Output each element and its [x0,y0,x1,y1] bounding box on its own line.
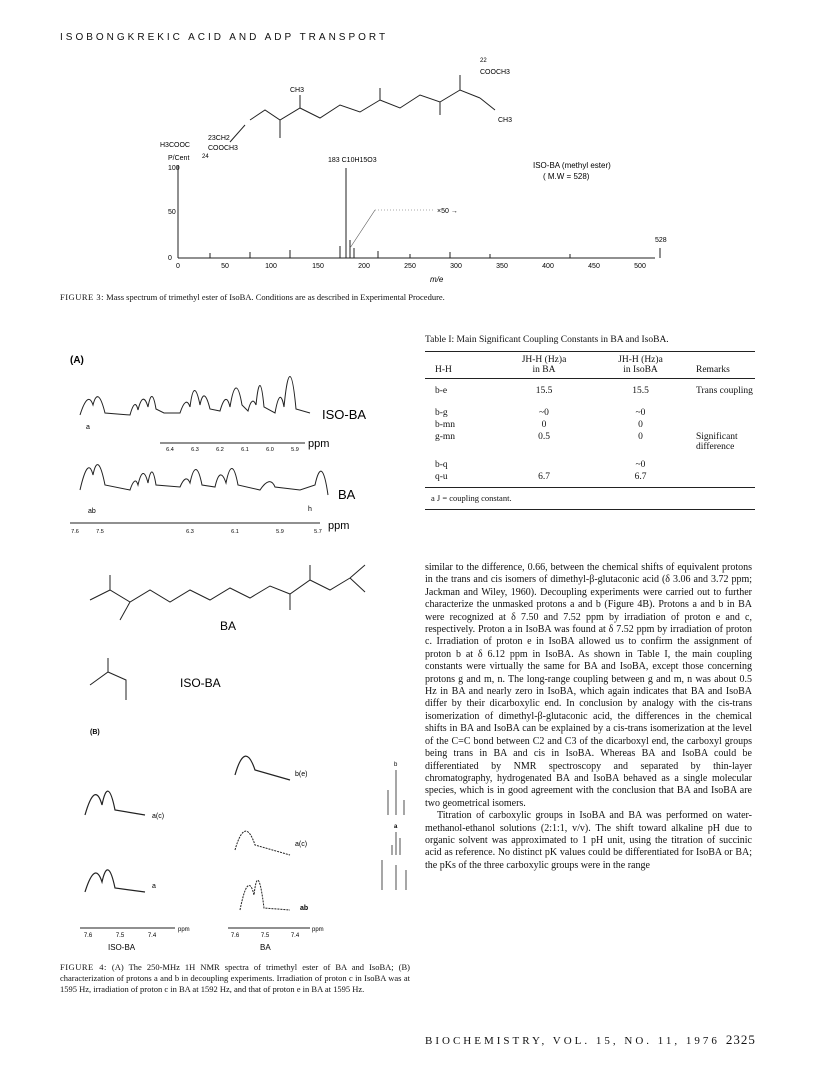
ba-normal-trace [240,880,290,910]
cell-hh: b-g [435,408,448,418]
compound-label: ISO-BA (methyl ester) [533,161,611,170]
structure-label: COOCH3 [208,145,238,152]
x-tick: 350 [496,263,508,270]
decoupling-label: ab [300,905,309,912]
table-row [425,385,755,397]
cell-hh: b-e [435,386,448,396]
ba-structure-name: BA [220,619,237,633]
y-tick-50: 50 [168,209,176,216]
table-row [425,419,755,431]
ppm-unit-top: ppm [308,438,330,450]
cell-hh: q-u [435,472,448,482]
structure-label: 22 [480,58,487,64]
b-axis-tick: 7.6 [83,933,93,939]
figure-4a-nmr-spectra [60,335,410,545]
x-tick: 100 [265,263,277,270]
cell-hh: g-mn [435,432,456,442]
figure-4-structures [60,550,410,720]
ba-decoupled-trace-be [235,756,290,780]
cell-iso: 0 [638,432,643,442]
isoba-normal-trace [85,870,145,892]
table-row [425,407,755,419]
b-axis-tick: 7.4 [290,933,300,939]
decoupling-label: a(c) [152,813,165,820]
axis-tick: 5.7 [314,529,322,535]
cell-remarks [690,407,755,419]
axis-tick: 6.1 [231,529,239,535]
molecular-weight-label: ( M.W = 528) [543,172,590,181]
magnification-label: ×50 → [437,208,458,215]
axis-tick: 6.2 [216,447,224,453]
cell-iso: 0 [638,420,643,430]
decoupling-label: b [394,762,398,768]
body-text [425,562,752,872]
x-tick: 150 [312,263,324,270]
caption-label: FIGURE 4: [60,962,107,972]
decoupling-label: b(e) [295,771,308,778]
caption-text: Mass spectrum of trimethyl ester of IsoBA. Conditions are as described in Experimental Procedure. [106,292,445,302]
header-remarks: Remarks [696,365,730,375]
figure-3-caption [60,292,760,303]
cell-iso: 6.7 [634,472,647,482]
structure-label: CH3 [498,117,513,124]
page-footer [425,1032,756,1048]
ba-trace-label: BA [338,487,356,502]
structure-label: 23CH2 [208,135,230,142]
b-axis-iso-name: ISO-BA [108,943,136,952]
cell-iso: 15.5 [632,386,649,396]
b-axis-tick: 7.6 [230,933,240,939]
base-peak-label: 183 C10H15O3 [328,157,377,164]
table-row [425,431,755,453]
table-row [425,459,755,471]
x-tick: 300 [450,263,462,270]
ba-structure-drawing [90,565,365,620]
cell-hh: b-q [435,460,448,470]
header-hh: H-H [435,365,452,375]
x-tick: 250 [404,263,416,270]
ppm-unit-b-ba: ppm [312,927,324,933]
stick-spectrum [382,770,406,890]
isoba-decoupled-trace-1 [85,791,145,815]
axis-tick: 5.9 [276,529,284,535]
structure-label: 24 [202,154,209,160]
cell-remarks: Trans coupling [696,386,753,396]
structure-label: CH3 [290,87,305,94]
figure-4b-decoupling [60,720,410,958]
x-tick: 50 [221,263,229,270]
b-axis-ba-name: BA [260,943,271,952]
cell-remarks [690,471,755,483]
structure-label: H3COOC [160,142,190,149]
table-title: Table I: Main Significant Coupling Constants in BA and IsoBA. [425,335,669,345]
b-axis-tick: 7.4 [147,933,157,939]
b-axis-tick: 7.5 [260,933,270,939]
cell-remarks [690,419,755,431]
running-head: ISOBONGKREKIC ACID AND ADP TRANSPORT [60,32,389,43]
header-ba [497,352,591,378]
x-tick: 450 [588,263,600,270]
axis-tick: 6.0 [266,447,274,453]
table-row [425,471,755,483]
structure-label: COOCH3 [480,69,510,76]
cell-ba [497,459,591,471]
axis-tick: 7.5 [96,529,104,535]
isoba-structure-name: ISO-BA [180,676,221,690]
peak-letter-h: h [308,506,312,513]
ppm-unit-bottom: ppm [328,520,350,532]
page-number: 2325 [725,1032,756,1047]
decoupling-label: a [394,824,398,830]
cell-iso: ~0 [635,408,646,418]
axis-tick: 6.4 [166,447,174,453]
peak-528-label: 528 [655,237,667,244]
y-tick-0: 0 [168,255,172,262]
x-tick: 500 [634,263,646,270]
cell-ba: 15.5 [535,386,553,396]
ba-decoupled-trace-ac [235,831,290,855]
header-ba-bottom: in BA [532,365,556,375]
mass-peaks [210,168,660,258]
caption-text: (A) The 250-MHz 1H NMR spectra of trimethyl ester of BA and IsoBA; (B) characterization of protons a and b in decoupling experiments. Irradiation of proton c in IsoBA was at 1595 Hz, irradiation of proton c in BA at 1592 Hz, and that of proton e in BA at 1595 Hz. [60,962,411,994]
peak-letter-a: a [86,424,90,431]
b-axis-tick: 7.5 [115,933,125,939]
x-tick: 0 [176,263,180,270]
coupling-table [425,352,755,483]
x-tick: 400 [542,263,554,270]
header-ba-top: JH-H (Hz)a [521,355,567,365]
peak-letter-ab: ab [88,508,96,515]
ester-structure-drawing [230,75,495,142]
panel-b-label: (B) [90,729,100,736]
cell-ba: ~0 [539,408,549,418]
axis-tick: 5.9 [291,447,299,453]
axis-tick: 6.3 [186,529,194,535]
ba-nmr-trace [80,465,328,495]
axis-tick: 6.1 [241,447,249,453]
cell-remarks: Significant difference [696,432,738,452]
y-tick-100: 100 [168,165,180,172]
header-iso-top: JH-H (Hz)a [618,355,663,365]
header-iso [591,352,690,378]
table-header-row [425,352,755,378]
figure-3-mass-spectrum [150,50,670,290]
y-axis-label: P/Cent [168,155,190,162]
cell-ba: 6.7 [538,472,550,482]
ppm-unit-b-iso: ppm [178,927,190,933]
axis-tick: 6.3 [191,447,199,453]
isoba-trace-label: ISO-BA [322,407,367,422]
decoupling-label: a [152,883,156,890]
cell-ba: 0.5 [538,432,550,442]
x-axis-label: m/e [430,275,444,284]
decoupling-label: a(c) [295,841,308,848]
header-iso-bottom: in IsoBA [623,365,658,375]
isoba-nmr-trace [80,376,310,415]
x-tick: 200 [358,263,370,270]
caption-label: FIGURE 3: [60,292,104,302]
figure-4-caption [60,962,410,995]
table-1 [425,335,755,510]
axis-tick: 7.6 [71,529,79,535]
cell-remarks [690,459,755,471]
cell-hh: b-mn [435,420,456,430]
paragraph-2: Titration of carboxylic groups in IsoBA and BA was performed on water-methanol-ethanol solutions (2:1:1, v/v). The shift toward alkaline pH due to organic solvent was approximated to 1 pH unit, using the titration of succinic acid as reference. No distinct pK values could be differentiated for IsoBA or BA; the pKs of the three carboxylic groups were in the range [425,810,752,871]
journal-citation: BIOCHEMISTRY, VOL. 15, NO. 11, 1976 [425,1035,720,1047]
paragraph-1: similar to the difference, 0.66, between the chemical shifts of equivalent protons in the trans and cis isomers of dimethyl-β-glutaconic acid (δ 3.06 and 3.72 ppm; Jackman and Wiley, 1960). Decoupling experiments were carried out to further characterize the unmasked protons a and b (Figure 4B). Protons a and b in BA were recognized at δ 7.50 and 7.52 ppm by irradiation of proton e and c, respectively. Proton a in IsoBA was found at δ 7.52 ppm by irradiation of proton c. Irradiation of proton e in IsoBA allowed us to confirm the assignment of proton b at δ 6.12 ppm in IsoBA. As shown in Table I, the main coupling constants were virtually the same for BA and IsoBA, except those concerning protons g and m, n. The long-range coupling between g and m, n was about 0.5 Hz in BA and nearly zero in IsoBA, which again indicates that BA and IsoBA differ by their dicarboxylic end. In conclusion by analogy with the cis-trans isomerization of dimethyl-β-glutaconic acid, the differences in the chemical shifts in BA and IsoBA can be explained by a cis-trans isomerization at the level of the C=C bond between C2 and C3 of the dicarboxyl end, the carboxyl groups being trans in BA and cis in IsoBA. Whereas BA and IsoBA could be differentiated by NMR spectroscopy and separated by thin-layer chromatography, hydrogenated BA and IsoBA behaved as a single molecular species, which is in good agreement with the conclusion that BA and IsoBA are two geometrical isomers. [425,562,752,809]
panel-a-label: (A) [70,355,84,366]
cell-iso: ~0 [635,460,646,470]
cell-ba: 0 [541,420,547,430]
table-footnote: a J = coupling constant. [431,493,512,503]
isoba-structure-drawing [90,658,126,700]
